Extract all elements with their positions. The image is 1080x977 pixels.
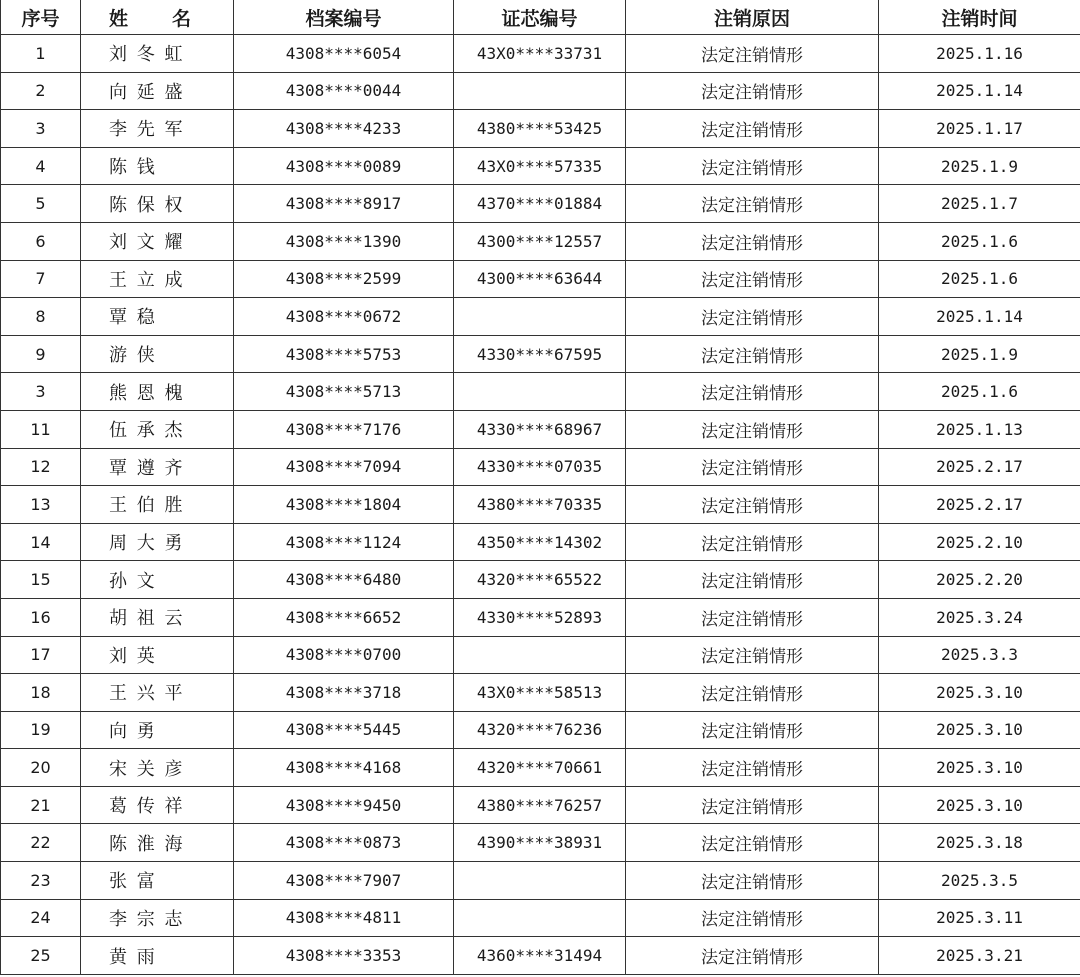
- cell-archive-no: 4308****7907: [234, 862, 454, 900]
- cell-reason: 法定注销情形: [626, 674, 879, 712]
- cell-chip-no: 43X0****58513: [454, 674, 626, 712]
- cell-reason: 法定注销情形: [626, 824, 879, 862]
- cell-time: 2025.1.13: [879, 410, 1080, 448]
- cell-index: 14: [1, 523, 81, 561]
- cell-reason: 法定注销情形: [626, 35, 879, 73]
- cell-time: 2025.1.14: [879, 72, 1080, 110]
- cell-name: 王 兴 平: [81, 674, 234, 712]
- cell-name: 葛 传 祥: [81, 786, 234, 824]
- cell-time: 2025.3.11: [879, 899, 1080, 937]
- cell-reason: 法定注销情形: [626, 373, 879, 411]
- cell-archive-no: 4308****4811: [234, 899, 454, 937]
- cell-reason: 法定注销情形: [626, 410, 879, 448]
- cell-chip-no: 4360****31494: [454, 937, 626, 975]
- table-row: [1, 674, 1080, 712]
- header-chip-no: 证芯编号: [454, 0, 626, 35]
- cell-time: 2025.1.6: [879, 222, 1080, 260]
- cell-time: 2025.1.9: [879, 147, 1080, 185]
- cell-index: 2: [1, 72, 81, 110]
- cell-name: 向 延 盛: [81, 72, 234, 110]
- cell-index: 13: [1, 486, 81, 524]
- cell-reason: 法定注销情形: [626, 110, 879, 148]
- cell-name: 熊 恩 槐: [81, 373, 234, 411]
- cell-reason: 法定注销情形: [626, 786, 879, 824]
- cell-name: 周 大 勇: [81, 523, 234, 561]
- cell-reason: 法定注销情形: [626, 561, 879, 599]
- table-row: [1, 824, 1080, 862]
- cell-name: 覃 稳: [81, 298, 234, 336]
- cell-name: 张 富: [81, 862, 234, 900]
- cell-name: 黄 雨: [81, 937, 234, 975]
- cell-archive-no: 4308****9450: [234, 786, 454, 824]
- cell-chip-no: 4300****12557: [454, 222, 626, 260]
- header-time: 注销时间: [879, 0, 1080, 35]
- cell-chip-no: [454, 298, 626, 336]
- cell-index: 16: [1, 598, 81, 636]
- cell-archive-no: 4308****3718: [234, 674, 454, 712]
- cell-reason: 法定注销情形: [626, 260, 879, 298]
- cell-chip-no: 4330****52893: [454, 598, 626, 636]
- cell-name: 李 宗 志: [81, 899, 234, 937]
- table-row: [1, 35, 1080, 73]
- cell-index: 18: [1, 674, 81, 712]
- table-row: [1, 786, 1080, 824]
- cell-archive-no: 4308****3353: [234, 937, 454, 975]
- cell-archive-no: 4308****2599: [234, 260, 454, 298]
- header-name-first: 姓: [109, 7, 129, 30]
- cell-name: 陈 钱: [81, 147, 234, 185]
- cell-time: 2025.3.10: [879, 786, 1080, 824]
- cell-chip-no: [454, 72, 626, 110]
- cell-time: 2025.2.17: [879, 448, 1080, 486]
- table-row: [1, 110, 1080, 148]
- cell-chip-no: 4330****07035: [454, 448, 626, 486]
- cell-reason: 法定注销情形: [626, 486, 879, 524]
- table-row: [1, 260, 1080, 298]
- cell-index: 7: [1, 260, 81, 298]
- cell-reason: 法定注销情形: [626, 598, 879, 636]
- cell-chip-no: 4390****38931: [454, 824, 626, 862]
- header-reason: 注销原因: [626, 0, 879, 35]
- cell-reason: 法定注销情形: [626, 448, 879, 486]
- cell-name: 刘 英: [81, 636, 234, 674]
- table-row: [1, 298, 1080, 336]
- cell-reason: 法定注销情形: [626, 749, 879, 787]
- table-row: [1, 448, 1080, 486]
- cell-index: 6: [1, 222, 81, 260]
- cell-reason: 法定注销情形: [626, 335, 879, 373]
- cell-archive-no: 4308****0873: [234, 824, 454, 862]
- cell-index: 4: [1, 147, 81, 185]
- cell-chip-no: [454, 862, 626, 900]
- cell-chip-no: 4380****76257: [454, 786, 626, 824]
- cell-name: 刘 文 耀: [81, 222, 234, 260]
- table-row: [1, 523, 1080, 561]
- cell-reason: 法定注销情形: [626, 185, 879, 223]
- cell-time: 2025.2.20: [879, 561, 1080, 599]
- cell-name: 李 先 军: [81, 110, 234, 148]
- cell-archive-no: 4308****5713: [234, 373, 454, 411]
- header-archive-no: 档案编号: [234, 0, 454, 35]
- cell-archive-no: 4308****6054: [234, 35, 454, 73]
- cell-index: 17: [1, 636, 81, 674]
- cell-index: 24: [1, 899, 81, 937]
- cell-time: 2025.3.10: [879, 749, 1080, 787]
- cell-time: 2025.3.24: [879, 598, 1080, 636]
- cell-reason: 法定注销情形: [626, 147, 879, 185]
- cell-index: 20: [1, 749, 81, 787]
- table-row: [1, 373, 1080, 411]
- cell-chip-no: 4330****68967: [454, 410, 626, 448]
- cell-time: 2025.1.7: [879, 185, 1080, 223]
- cell-time: 2025.1.14: [879, 298, 1080, 336]
- header-name-second: 名: [172, 7, 192, 30]
- table-row: [1, 937, 1080, 975]
- cell-name: 陈 保 权: [81, 185, 234, 223]
- header-name: [81, 0, 234, 35]
- cell-chip-no: [454, 636, 626, 674]
- cell-time: 2025.1.6: [879, 260, 1080, 298]
- cell-reason: 法定注销情形: [626, 937, 879, 975]
- cell-index: 11: [1, 410, 81, 448]
- cell-archive-no: 4308****4168: [234, 749, 454, 787]
- cell-time: 2025.1.17: [879, 110, 1080, 148]
- table-row: [1, 147, 1080, 185]
- cell-chip-no: [454, 899, 626, 937]
- cell-archive-no: 4308****1804: [234, 486, 454, 524]
- cell-name: 游 侠: [81, 335, 234, 373]
- cell-archive-no: 4308****8917: [234, 185, 454, 223]
- table-row: [1, 711, 1080, 749]
- table-row: [1, 486, 1080, 524]
- cell-name: 宋 关 彦: [81, 749, 234, 787]
- table-row: [1, 899, 1080, 937]
- cell-index: 5: [1, 185, 81, 223]
- cell-chip-no: 4330****67595: [454, 335, 626, 373]
- cell-reason: 法定注销情形: [626, 636, 879, 674]
- cell-time: 2025.1.9: [879, 335, 1080, 373]
- table-row: [1, 598, 1080, 636]
- cell-time: 2025.3.10: [879, 711, 1080, 749]
- cell-archive-no: 4308****6480: [234, 561, 454, 599]
- cell-index: 19: [1, 711, 81, 749]
- cell-time: 2025.3.21: [879, 937, 1080, 975]
- cell-time: 2025.3.5: [879, 862, 1080, 900]
- cell-index: 25: [1, 937, 81, 975]
- cell-index: 3: [1, 110, 81, 148]
- cell-name: 刘 冬 虹: [81, 35, 234, 73]
- cell-index: 15: [1, 561, 81, 599]
- cell-time: 2025.2.17: [879, 486, 1080, 524]
- cell-chip-no: 4320****70661: [454, 749, 626, 787]
- cell-archive-no: 4308****6652: [234, 598, 454, 636]
- cell-index: 12: [1, 448, 81, 486]
- cell-index: 8: [1, 298, 81, 336]
- cell-index: 22: [1, 824, 81, 862]
- header-index: 序号: [1, 0, 81, 35]
- cell-archive-no: 4308****0700: [234, 636, 454, 674]
- cell-time: 2025.2.10: [879, 523, 1080, 561]
- table-body: [1, 35, 1080, 975]
- cell-reason: 法定注销情形: [626, 298, 879, 336]
- cell-time: 2025.3.18: [879, 824, 1080, 862]
- cell-archive-no: 4308****1124: [234, 523, 454, 561]
- cell-reason: 法定注销情形: [626, 523, 879, 561]
- cell-archive-no: 4308****7176: [234, 410, 454, 448]
- table-row: [1, 636, 1080, 674]
- cell-name: 王 伯 胜: [81, 486, 234, 524]
- cell-index: 23: [1, 862, 81, 900]
- cell-name: 覃 遵 齐: [81, 448, 234, 486]
- cell-index: 3: [1, 373, 81, 411]
- cell-name: 伍 承 杰: [81, 410, 234, 448]
- cell-name: 孙 文: [81, 561, 234, 599]
- cell-reason: 法定注销情形: [626, 222, 879, 260]
- cell-chip-no: 4380****70335: [454, 486, 626, 524]
- cell-archive-no: 4308****0044: [234, 72, 454, 110]
- cell-time: 2025.3.10: [879, 674, 1080, 712]
- cell-archive-no: 4308****5753: [234, 335, 454, 373]
- table-row: [1, 335, 1080, 373]
- cell-chip-no: 43X0****57335: [454, 147, 626, 185]
- cell-name: 陈 淮 海: [81, 824, 234, 862]
- cell-chip-no: 4320****65522: [454, 561, 626, 599]
- cell-index: 21: [1, 786, 81, 824]
- cell-name: 王 立 成: [81, 260, 234, 298]
- cell-archive-no: 4308****4233: [234, 110, 454, 148]
- table-row: [1, 749, 1080, 787]
- cell-time: 2025.3.3: [879, 636, 1080, 674]
- cell-chip-no: 4350****14302: [454, 523, 626, 561]
- cell-chip-no: 4380****53425: [454, 110, 626, 148]
- cell-name: 胡 祖 云: [81, 598, 234, 636]
- cell-time: 2025.1.16: [879, 35, 1080, 73]
- cell-chip-no: 4320****76236: [454, 711, 626, 749]
- table-row: [1, 72, 1080, 110]
- cell-name: 向 勇: [81, 711, 234, 749]
- cell-archive-no: 4308****1390: [234, 222, 454, 260]
- table-row: [1, 222, 1080, 260]
- cell-reason: 法定注销情形: [626, 862, 879, 900]
- table-row: [1, 561, 1080, 599]
- cell-archive-no: 4308****0672: [234, 298, 454, 336]
- cell-reason: 法定注销情形: [626, 72, 879, 110]
- cell-chip-no: [454, 373, 626, 411]
- table-row: [1, 410, 1080, 448]
- cell-archive-no: 4308****5445: [234, 711, 454, 749]
- cell-chip-no: 4370****01884: [454, 185, 626, 223]
- cell-time: 2025.1.6: [879, 373, 1080, 411]
- cell-reason: 法定注销情形: [626, 899, 879, 937]
- cell-chip-no: 43X0****33731: [454, 35, 626, 73]
- table-row: [1, 185, 1080, 223]
- cell-chip-no: 4300****63644: [454, 260, 626, 298]
- cell-archive-no: 4308****7094: [234, 448, 454, 486]
- cell-reason: 法定注销情形: [626, 711, 879, 749]
- table-header-row: [1, 0, 1080, 35]
- table-row: [1, 862, 1080, 900]
- cell-archive-no: 4308****0089: [234, 147, 454, 185]
- cell-index: 1: [1, 35, 81, 73]
- cell-index: 9: [1, 335, 81, 373]
